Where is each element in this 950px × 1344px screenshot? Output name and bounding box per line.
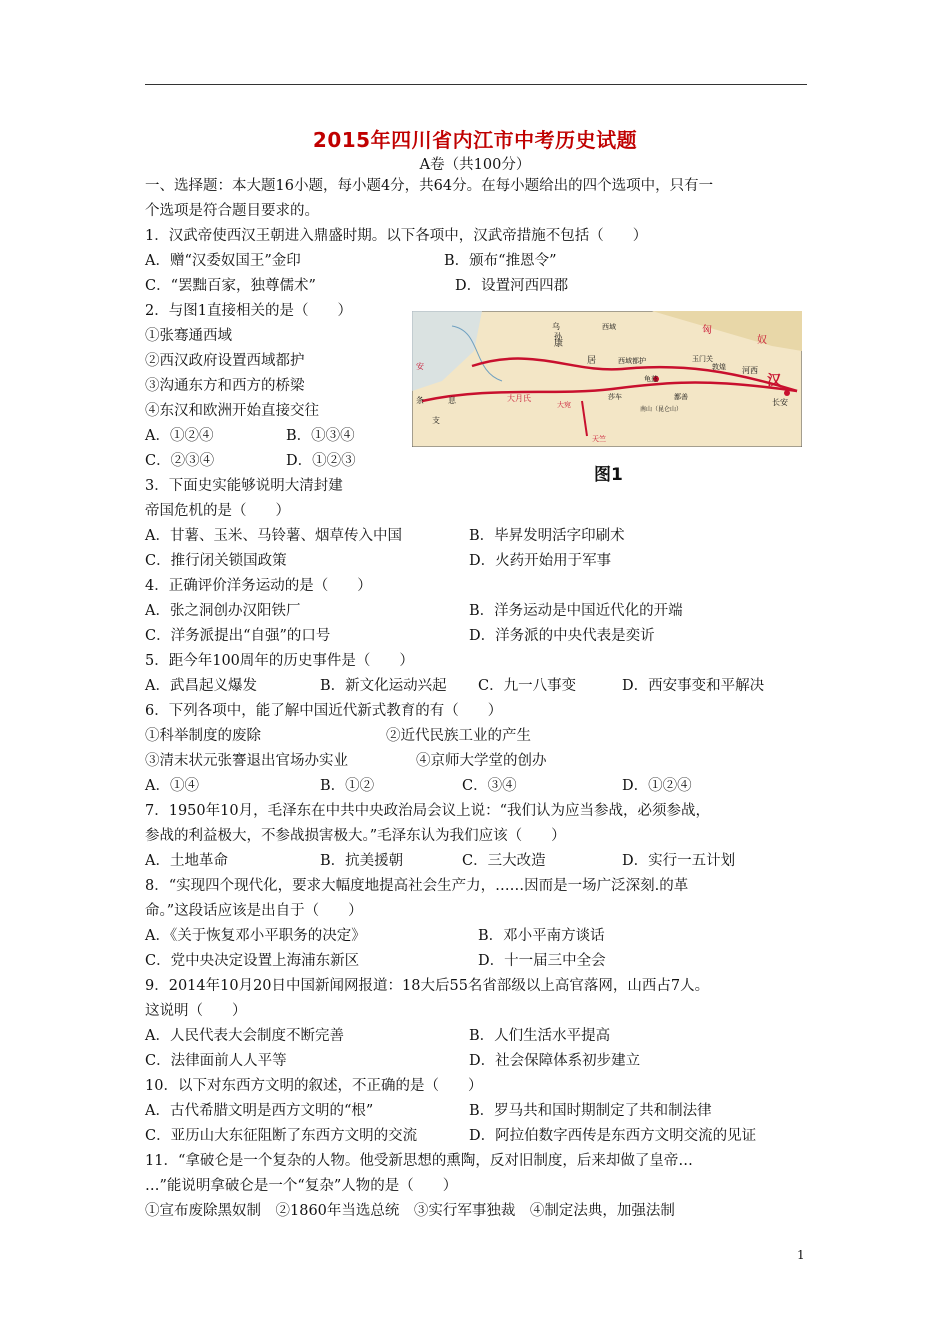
page-number: 1 bbox=[797, 1248, 805, 1262]
q2-option-c: C．②③④ bbox=[145, 453, 215, 469]
q9-option-d: D．社会保障体系初步建立 bbox=[469, 1053, 641, 1069]
label-zhi: 支 bbox=[432, 416, 440, 425]
q1-stem: 1．汉武帝使西汉王朝进入鼎盛时期。以下各项中，汉武帝措施不包括（ ） bbox=[145, 228, 648, 244]
q2-item-2: ②西汉政府设置西域都护 bbox=[145, 353, 305, 369]
label-dayuezhi: 大月氏 bbox=[507, 394, 531, 403]
q4-option-c: C．洋务派提出“自强”的口号 bbox=[145, 628, 331, 644]
q11-stem-1: 11．“拿破仑是一个复杂的人物。他受新思想的熏陶，反对旧制度，后来却做了皇帝… bbox=[145, 1153, 693, 1169]
label-hexi: 河西 bbox=[742, 366, 758, 375]
label-tianzhu: 天竺 bbox=[592, 435, 606, 443]
q1-option-d: D．设置河西四郡 bbox=[455, 278, 569, 294]
label-shanshan: 鄯善 bbox=[674, 393, 688, 401]
q6-item-1: ①科举制度的废除 bbox=[145, 728, 261, 744]
q9-option-c: C．法律面前人人平等 bbox=[145, 1053, 287, 1069]
q7-stem-1: 7．1950年10月，毛泽东在中共中央政治局会议上说：“我们认为应当参战，必须参战， bbox=[145, 803, 710, 819]
q2-item-4: ④东汉和欧洲开始直接交往 bbox=[145, 403, 319, 419]
q8-option-b: B．邓小平南方谈话 bbox=[478, 928, 605, 944]
q10-stem: 10．以下对东西方文明的叙述，不正确的是（ ） bbox=[145, 1078, 483, 1094]
q9-option-a: A．人民代表大会制度不断完善 bbox=[145, 1028, 344, 1044]
q7-option-d: D．实行一五计划 bbox=[622, 853, 736, 869]
q10-option-b: B．罗马共和国时期制定了共和制法律 bbox=[469, 1103, 712, 1119]
q8-option-a: A．《关于恢复邓小平职务的决定》 bbox=[145, 928, 366, 944]
q2-option-b: B．①③④ bbox=[286, 428, 355, 444]
q8-option-c: C．党中央决定设置上海浦东新区 bbox=[145, 953, 360, 969]
q11-items: ①宣布废除黑奴制 ②1860年当选总统 ③实行军事独裁 ④制定法典，加强法制 bbox=[145, 1203, 675, 1219]
label-xiongnu: 匈 bbox=[702, 325, 712, 336]
label-xi: 息 bbox=[448, 396, 456, 405]
figure-caption: 图1 bbox=[594, 465, 623, 485]
label-shache: 莎车 bbox=[608, 393, 622, 401]
q2-item-1: ①张骞通西域 bbox=[145, 328, 232, 344]
q6-item-3: ③清末状元张謇退出官场办实业 bbox=[145, 753, 348, 769]
q9-option-b: B．人们生活水平提高 bbox=[469, 1028, 611, 1044]
q10-option-d: D．阿拉伯数字西传是东西方文明交流的见证 bbox=[469, 1128, 757, 1144]
q9-stem-1: 9．2014年10月20日中国新闻网报道：18大后55名省部级以上高官落网，山西占7人。 bbox=[145, 978, 710, 994]
q5-option-a: A．武昌起义爆发 bbox=[145, 678, 257, 694]
q8-option-d: D．十一届三中全会 bbox=[478, 953, 606, 969]
instructions-line-2: 个选项是符合题目要求的。 bbox=[145, 203, 319, 219]
q7-stem-2: 参战的利益极大，不参战损害极大。”毛泽东认为我们应该（ ） bbox=[145, 828, 566, 844]
q5-option-b: B．新文化运动兴起 bbox=[320, 678, 447, 694]
q6-item-4: ④京师大学堂的创办 bbox=[416, 753, 547, 769]
label-han: 汉 bbox=[767, 373, 781, 389]
q3-stem-2: 帝国危机的是（ ） bbox=[145, 503, 290, 519]
q2-item-3: ③沟通东方和西方的桥梁 bbox=[145, 378, 305, 394]
label-xiyu: 西域 bbox=[602, 323, 616, 331]
q6-option-c: C．③④ bbox=[462, 778, 517, 794]
q2-stem: 2．与图1直接相关的是（ ） bbox=[145, 303, 352, 319]
q3-option-a: A．甘薯、玉米、马铃薯、烟草传入中国 bbox=[145, 528, 402, 544]
changan-marker bbox=[784, 390, 790, 396]
q3-option-d: D．火药开始用于军事 bbox=[469, 553, 612, 569]
label-an: 安 bbox=[416, 362, 424, 371]
label-nu: 奴 bbox=[757, 335, 767, 346]
q3-option-c: C．推行闭关锁国政策 bbox=[145, 553, 287, 569]
q7-option-c: C．三大改造 bbox=[462, 853, 546, 869]
q7-option-a: A．土地革命 bbox=[145, 853, 228, 869]
q1-option-b: B．颁布“推恩令” bbox=[444, 253, 557, 269]
label-duhu: 西域都护 bbox=[618, 357, 646, 365]
label-changan: 长安 bbox=[772, 398, 788, 407]
q7-option-b: B．抗美援朝 bbox=[320, 853, 404, 869]
label-ju: 居 bbox=[587, 356, 597, 366]
label-yumen: 玉门关 bbox=[692, 355, 713, 363]
q2-option-a: A．①②④ bbox=[145, 428, 214, 444]
q6-stem: 6．下列各项中，能了解中国近代新式教育的有（ ） bbox=[145, 703, 503, 719]
q6-option-b: B．①② bbox=[320, 778, 375, 794]
q5-option-d: D．西安事变和平解决 bbox=[622, 678, 765, 694]
label-sun: 孙 bbox=[554, 332, 562, 341]
q6-item-2: ②近代民族工业的产生 bbox=[386, 728, 531, 744]
label-dawan: 大宛 bbox=[557, 401, 571, 409]
label-wu: 乌 bbox=[552, 322, 560, 331]
q3-option-b: B．毕昇发明活字印刷术 bbox=[469, 528, 625, 544]
q4-option-b: B．洋务运动是中国近代化的开端 bbox=[469, 603, 683, 619]
q8-stem-2: 命。”这段话应该是出自于（ ） bbox=[145, 903, 363, 919]
page-title: 2015年四川省内江市中考历史试题 bbox=[312, 128, 638, 152]
instructions-line-1: 一、选择题：本大题16小题，每小题4分，共64分。在每小题给出的四个选项中，只有一 bbox=[145, 178, 714, 194]
q10-option-c: C．亚历山大东征阻断了东西方文明的交流 bbox=[145, 1128, 418, 1144]
q4-stem: 4．正确评价洋务运动的是（ ） bbox=[145, 578, 372, 594]
q4-option-a: A．张之洞创办汉阳铁厂 bbox=[145, 603, 301, 619]
paper-section-subtitle: A卷（共100分） bbox=[419, 157, 531, 173]
header-rule bbox=[145, 84, 807, 85]
label-kang: 康 bbox=[554, 339, 564, 349]
q5-option-c: C．九一八事变 bbox=[478, 678, 577, 694]
q1-option-c: C．“罢黜百家，独尊儒术” bbox=[145, 278, 316, 294]
label-nanshan: 南山（昆仑山） bbox=[640, 406, 683, 413]
label-tiao: 条 bbox=[416, 396, 424, 405]
q6-option-d: D．①②④ bbox=[622, 778, 692, 794]
label-qiuci: 龟兹 bbox=[644, 375, 658, 383]
q5-stem: 5．距今年100周年的历史事件是（ ） bbox=[145, 653, 414, 669]
q1-option-a: A．赠“汉委奴国王”金印 bbox=[145, 253, 301, 269]
silk-road-map-figure bbox=[412, 311, 802, 447]
q11-stem-2: …”能说明拿破仑是一个“复杂”人物的是（ ） bbox=[145, 1178, 458, 1194]
q10-option-a: A．古代希腊文明是西方文明的“根” bbox=[145, 1103, 374, 1119]
q2-option-d: D．①②③ bbox=[286, 453, 356, 469]
q4-option-d: D．洋务派的中央代表是奕䜣 bbox=[469, 628, 655, 644]
q3-stem-1: 3．下面史实能够说明大清封建 bbox=[145, 478, 343, 494]
q6-option-a: A．①④ bbox=[145, 778, 199, 794]
q8-stem-1: 8．“实现四个现代化，要求大幅度地提高社会生产力，……因而是一场广泛深刻.的革 bbox=[145, 878, 689, 894]
label-dunhuang: 敦煌 bbox=[712, 363, 726, 371]
q9-stem-2: 这说明（ ） bbox=[145, 1003, 247, 1019]
